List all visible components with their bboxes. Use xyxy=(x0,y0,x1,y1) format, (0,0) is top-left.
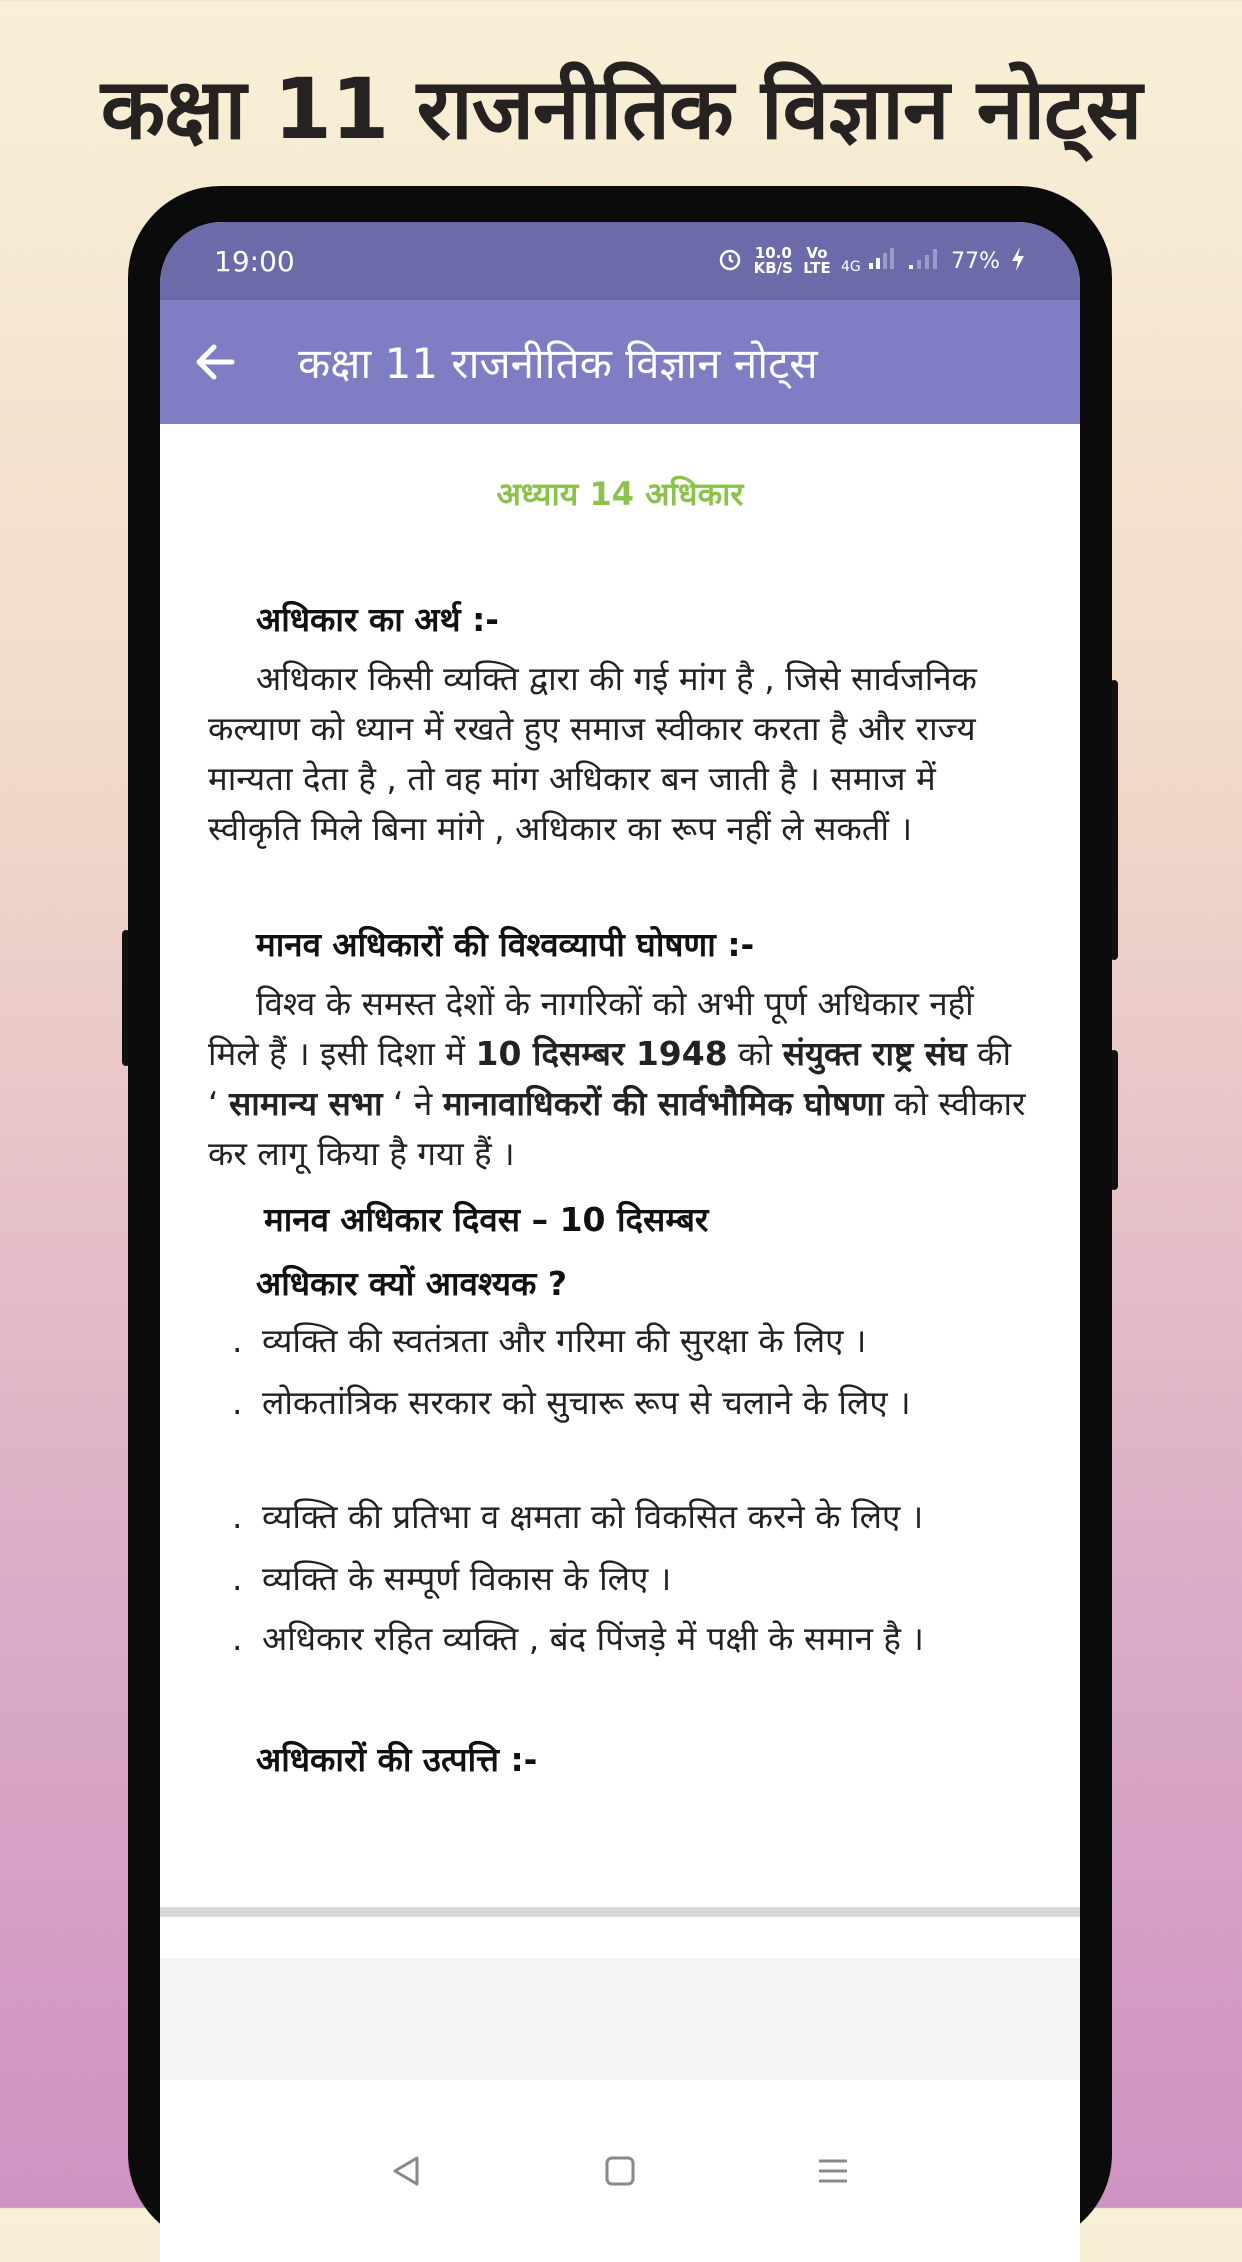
notes-content[interactable] xyxy=(160,424,1080,1904)
charging-icon xyxy=(1010,246,1026,277)
list-item: . लोकतांत्रिक सरकार को सुचारू रूप से चलाने के लिए । xyxy=(232,1383,911,1422)
nav-home-button[interactable] xyxy=(590,2141,650,2201)
triangle-back-icon xyxy=(389,2153,425,2189)
heading-human-rights-day: मानव अधिकार दिवस – 10 दिसम्बर xyxy=(264,1200,709,1239)
paragraph-meaning: अधिकार किसी व्यक्ति द्वारा की गई मांग है , जिसे सार्वजनिक कल्याण को ध्यान में रखते हुए समाज स्वीकार करता है और राज्य मान्यता देता है , तो वह मांग अधिकार बन जाती है । समाज में स्वीकृति मिले बिना मांगे , अधिकार का रूप नहीं ले सकतीं । xyxy=(208,659,977,848)
heading-origin-of-rights: अधिकारों की उत्पत्ति :- xyxy=(256,1740,538,1779)
nav-back-button[interactable] xyxy=(377,2141,437,2201)
volte-icon: Vo LTE xyxy=(803,244,831,277)
phone-frame xyxy=(128,186,1112,2246)
status-time: 19:00 xyxy=(214,244,295,278)
list-item: . अधिकार रहित व्यक्ति , बंद पिंजड़े में पक्षी के समान है । xyxy=(232,1619,924,1658)
heading-meaning: अधिकार का अर्थ :- xyxy=(256,600,499,639)
signal-icon xyxy=(907,247,941,276)
ad-banner-area xyxy=(160,1958,1080,2080)
app-bar xyxy=(160,300,1080,424)
arrow-left-icon xyxy=(192,339,238,385)
square-home-icon xyxy=(602,2153,638,2189)
network-speed: 10.0 KB/S xyxy=(753,244,793,277)
menu-lines-icon xyxy=(815,2153,851,2189)
app-title: कक्षा 11 राजनीतिक विज्ञान नोट्स xyxy=(298,338,818,388)
heading-declaration: मानव अधिकारों की विश्वव्यापी घोषणा :- xyxy=(256,925,755,964)
chapter-title: अध्याय 14 अधिकार xyxy=(496,475,744,513)
battery-level: 77% xyxy=(951,248,1000,274)
alarm-icon xyxy=(716,245,744,278)
nav-menu-button[interactable] xyxy=(803,2141,863,2201)
divider xyxy=(160,1907,1080,1917)
back-button[interactable] xyxy=(160,300,270,424)
list-item: . व्यक्ति के सम्पूर्ण विकास के लिए । xyxy=(232,1559,672,1598)
promo-title: कक्षा 11 राजनीतिक विज्ञान नोट्स xyxy=(100,60,1142,158)
status-icons xyxy=(716,245,1026,278)
list-item: . व्यक्ति की स्वतंत्रता और गरिमा की सुरक्षा के लिए । xyxy=(232,1321,867,1360)
phone-screen xyxy=(160,222,1080,2262)
heading-why-rights: अधिकार क्यों आवश्यक ? xyxy=(256,1264,567,1303)
status-bar xyxy=(160,222,1080,300)
list-item: . व्यक्ति की प्रतिभा व क्षमता को विकसित करने के लिए । xyxy=(232,1497,924,1536)
system-nav-bar xyxy=(160,2080,1080,2262)
paragraph-declaration: विश्व के समस्त देशों के नागरिकों को अभी पूर्ण अधिकार नहीं मिले हैं । इसी दिशा में 10 दिसम्बर 1948 को संयुक्त राष्ट्र संघ की ‘ सामान्य सभा ‘ ने मानावाधिकरों की सार्वभौमिक घोषणा को स्वीकार कर लागू किया है गया हैं । xyxy=(208,984,1026,1173)
signal-4g-icon: 4G xyxy=(841,247,897,276)
